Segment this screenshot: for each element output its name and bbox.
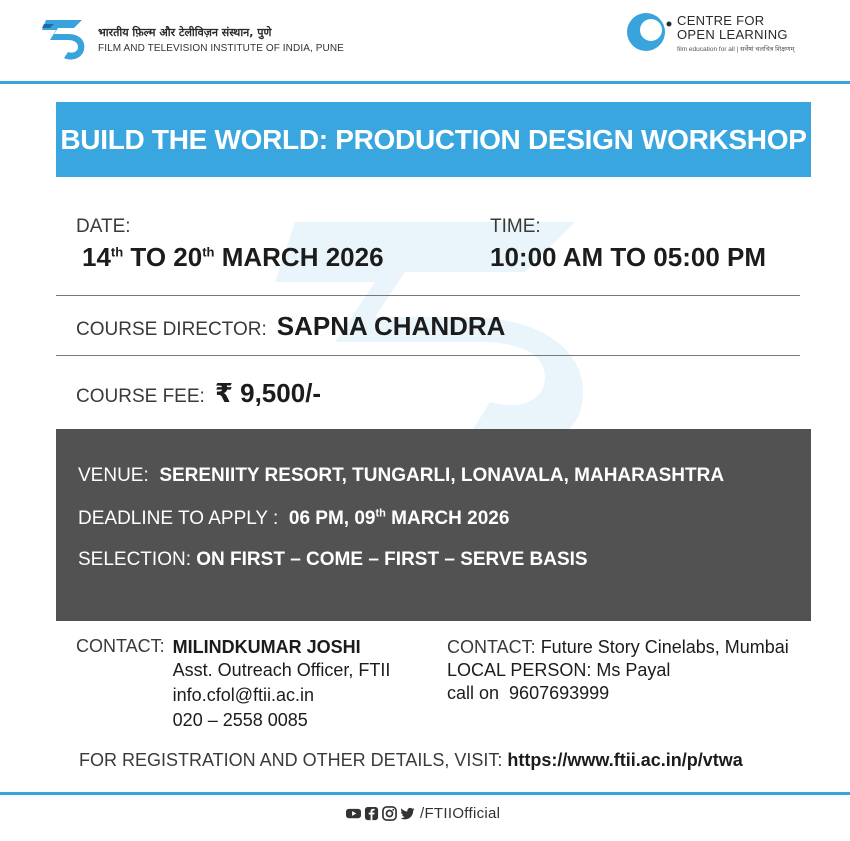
cfol-line1: CENTRE FOR <box>677 13 765 28</box>
local-call-number[interactable]: 9607693999 <box>509 683 610 703</box>
fee-label: COURSE FEE: <box>76 386 205 407</box>
social-handle[interactable]: /FTIIOfficial <box>420 805 501 822</box>
deadline-value <box>289 508 510 529</box>
section-divider <box>56 355 800 356</box>
local-call-line <box>447 682 789 705</box>
section-divider <box>56 295 800 296</box>
contact-label: CONTACT: <box>76 636 165 656</box>
contact-role: Asst. Outreach Officer, FTII <box>172 660 391 680</box>
date-value <box>82 242 384 273</box>
selection-value: ON FIRST – COME – FIRST – SERVE BASIS <box>196 549 588 570</box>
date-suffix-end: th <box>202 244 215 260</box>
header <box>0 0 850 82</box>
ftii-name-hindi: भारतीय फ़िल्म और टेलीविज़न संस्थान, पुणे <box>98 26 272 39</box>
facebook-icon[interactable] <box>364 806 379 821</box>
cfol-circle-icon <box>626 12 672 52</box>
local-person-label: LOCAL PERSON: <box>447 660 592 680</box>
local-contact-line <box>447 636 789 659</box>
contact-local <box>447 636 789 705</box>
cfol-name <box>677 14 794 53</box>
registration-label: FOR REGISTRATION AND OTHER DETAILS, VISIT: <box>79 750 503 770</box>
director-value: SAPNA CHANDRA <box>276 311 506 341</box>
registration-url[interactable]: https://www.ftii.ac.in/p/vtwa <box>507 750 743 770</box>
director-label: COURSE DIRECTOR: <box>76 319 267 340</box>
registration-line <box>79 750 743 771</box>
venue-line <box>78 465 724 487</box>
date-label: DATE: <box>76 216 131 237</box>
bottom-divider <box>0 792 850 795</box>
ftii-name-english: FILM AND TELEVISION INSTITUTE OF INDIA, PUNE <box>98 43 344 54</box>
title-banner <box>56 102 811 177</box>
contact-ftii <box>76 636 390 733</box>
deadline-value-a: 06 PM, 09 <box>288 508 376 529</box>
ftii-name <box>98 25 344 54</box>
local-person-line <box>447 659 789 682</box>
venue-label: VENUE: <box>78 465 149 486</box>
deadline-value-b: MARCH 2026 <box>385 508 510 529</box>
fee-value: ₹ 9,500/- <box>214 378 322 408</box>
date-day-end: 20 <box>173 242 203 272</box>
deadline-line <box>78 508 509 530</box>
instagram-icon[interactable] <box>382 806 397 821</box>
date-connector: TO <box>123 242 174 272</box>
local-contact-org: Future Story Cinelabs, Mumbai <box>540 637 789 657</box>
youtube-icon[interactable] <box>346 806 361 821</box>
workshop-title: BUILD THE WORLD: PRODUCTION DESIGN WORKSHOP <box>60 123 807 155</box>
course-fee-row <box>76 378 321 409</box>
date-day-start: 14 <box>82 242 111 272</box>
selection-line <box>78 549 588 571</box>
time-value: 10:00 AM TO 05:00 PM <box>490 242 766 272</box>
twitter-icon[interactable] <box>400 806 415 821</box>
venue-value: SERENIITY RESORT, TUNGARLI, LONAVALA, MAHARASHTRA <box>159 465 725 486</box>
local-person-name: Ms Payal <box>596 660 671 680</box>
deadline-suffix: th <box>375 507 386 520</box>
contact-name: MILINDKUMAR JOSHI <box>172 637 361 657</box>
social-footer <box>346 805 500 822</box>
venue-info-box <box>56 429 811 621</box>
cfol-line2: OPEN LEARNING <box>677 27 788 42</box>
top-divider <box>0 81 850 84</box>
contact-details <box>173 636 391 733</box>
date-month-year: MARCH 2026 <box>214 242 384 272</box>
ftii-emblem-icon <box>42 14 90 62</box>
contact-phone[interactable]: 020 – 2558 0085 <box>172 710 308 730</box>
contact-email[interactable]: info.cfol@ftii.ac.in <box>172 685 314 705</box>
date-suffix-start: th <box>110 244 124 260</box>
local-contact-label: CONTACT: <box>447 637 536 657</box>
course-director-row <box>76 311 505 342</box>
local-call-label: call on <box>447 683 500 703</box>
time-label: TIME: <box>490 216 541 237</box>
deadline-label: DEADLINE TO APPLY : <box>78 508 279 529</box>
selection-label: SELECTION: <box>78 549 191 570</box>
cfol-tagline: film education for all | सर्वेषां चलचित्र शिक्षणम् <box>677 46 795 53</box>
